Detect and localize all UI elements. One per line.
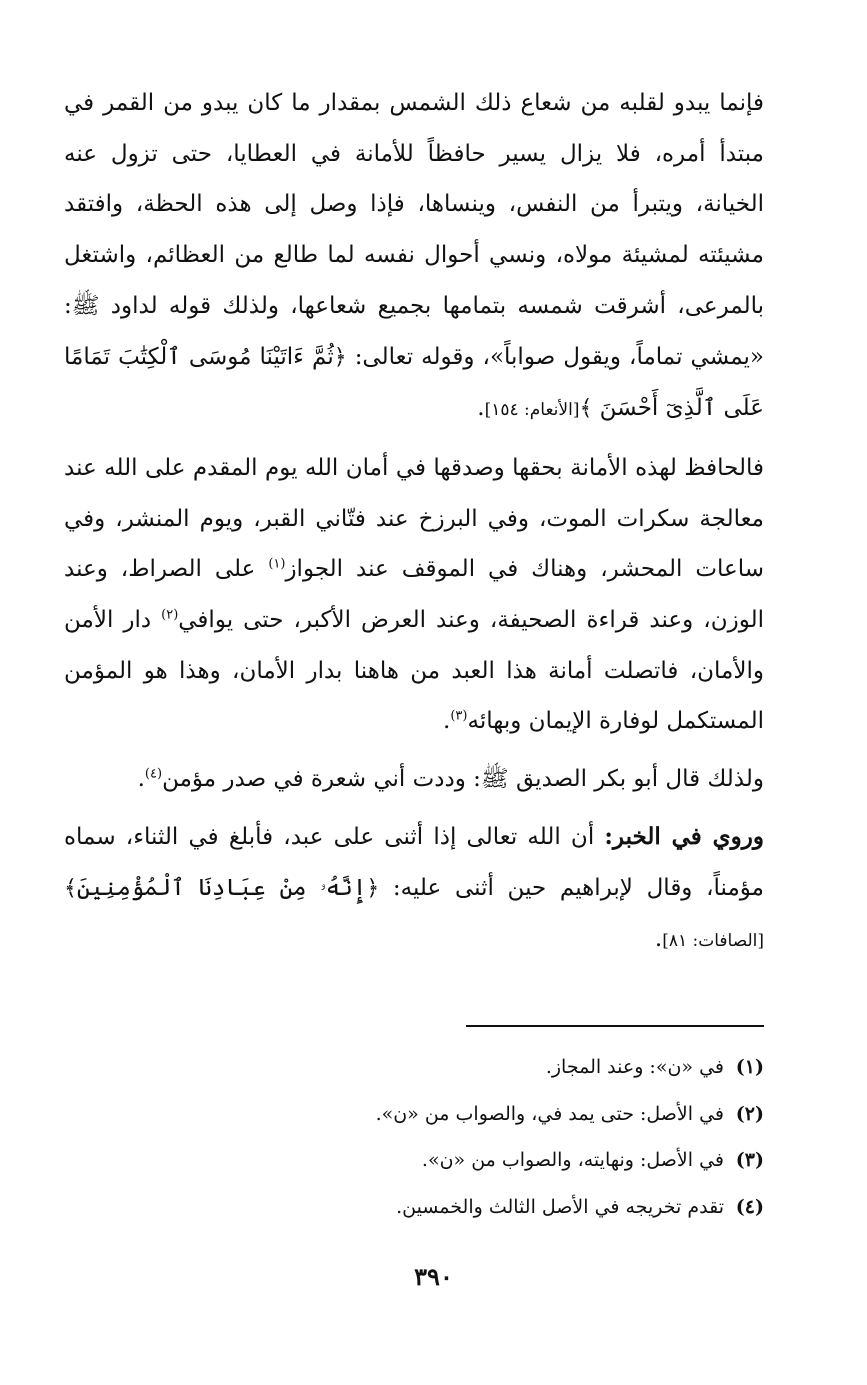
quran-close-bracket: ﴾ (579, 396, 593, 422)
quran-close-bracket: ﴾ (64, 875, 77, 901)
quran-verse-2: إِنَّهُۥ مِنْ عِبَادِنَا ٱلْمُؤْمِنِينَ (76, 874, 367, 901)
paragraph-4-lead: وروي في الخبر: (604, 822, 764, 850)
paragraph-2 (64, 443, 764, 747)
paragraph-1-end: . (477, 395, 485, 422)
paragraph-2-text-a: فالحافظ لهذه الأمانة بحقها وصدقها في أمان الله يوم المقدم على الله عند معالجة سكرات الموت، وفي البرزخ عند فتّاني القبر، ويوم المنشر، وفي ساعات المحشر، وهناك في الموقف عند الجواز (64, 454, 765, 583)
paragraph-2-text-b: على الصراط، وعند الوزن، وعند قراءة الصحيفة، وعند العرض الأكبر، حتى يوافي (64, 556, 764, 634)
paragraph-2-end: . (443, 708, 451, 735)
footnote-ref-3[interactable]: (٣) (450, 708, 468, 724)
footnote-text: في «ن»: وعند المجاز. (545, 1056, 724, 1078)
footnote-ref-1[interactable]: (١) (268, 556, 286, 572)
paragraph-1-text: فإنما يبدو لقلبه من شعاع ذلك الشمس بمقدار ما كان يبدو من القمر في مبتدأ أمره، فلا يزال يسير حافظاً للأمانة في العطايا، حتى تزول عنه الخيانة، ويتبرأ من النفس، وينساها، فإذا وصل إلى هذه الحظة، وافتقد مشيئته لمشيئة مولاه، ونسي أحوال نفسه لما طالع من العظائم، واشتغل بالمرعى، أشرقت شمسه بتمامها بجميع شعاعها، ولذلك قوله لداود ﷺ: «يمشي تماماً، ويقول صواباً»، وقوله تعالى: (64, 90, 764, 370)
paragraph-2-text-c: دار الأمن والأمان، فاتصلت أمانة هذا العبد من هاهنا بدار الأمان، وهذا هو المؤمن المستكمل لوفارة الإيمان وبهائه (64, 607, 764, 735)
footnote-number: (٢) (735, 1102, 764, 1125)
paragraph-3-text: ولذلك قال أبو بكر الصديق ﷺ: وددت أني شعرة في صدر مؤمن (162, 766, 764, 793)
footnotes-list (64, 1044, 764, 1230)
paragraph-3-end: . (137, 766, 145, 793)
footnote-divider (466, 1025, 764, 1027)
footnote-text: تقدم تخريجه في الأصل الثالث والخمسين. (396, 1195, 724, 1218)
quran-open-bracket: ﴿ (366, 875, 380, 901)
quran-verse-1: ثُمَّ ءَاتَيْنَا مُوسَى ٱلْكِتَٰبَ تَمَامًا عَلَى ٱلَّذِىٓ أَحْسَنَ (64, 343, 764, 422)
footnote-item (64, 1184, 764, 1231)
quran-citation-1: [الأنعام: ١٥٤] (484, 400, 580, 421)
footnote-ref-4[interactable]: (٤) (144, 766, 163, 782)
page-body (64, 78, 764, 967)
footnote-item (64, 1044, 764, 1091)
footnote-number: (٣) (735, 1149, 764, 1171)
quran-open-bracket: ﴿ (333, 344, 347, 370)
paragraph-4-text: أن الله تعالى إذا أثنى على عبد، فأبلغ في الثناء، سماه مؤمناً، وقال لإبراهيم حين أثنى عليه: (64, 823, 765, 901)
footnote-text: في الأصل: ونهايته، والصواب من «ن». (421, 1149, 724, 1171)
footnote-item (64, 1137, 764, 1184)
paragraph-1 (64, 78, 764, 436)
footnote-text: في الأصل: حتى يمد في، والصواب من «ن». (375, 1102, 724, 1125)
footnote-number: (١) (735, 1056, 764, 1078)
footnote-ref-2[interactable]: (٢) (161, 607, 179, 623)
footnote-number: (٤) (735, 1195, 764, 1218)
paragraph-4 (64, 812, 764, 967)
footnote-item (64, 1091, 764, 1138)
page-number: ٣٩٠ (414, 1262, 453, 1291)
paragraph-3 (64, 754, 764, 805)
paragraph-4-end: . (654, 926, 663, 953)
quran-citation-2: [الصافات: ٨١] (662, 931, 764, 952)
